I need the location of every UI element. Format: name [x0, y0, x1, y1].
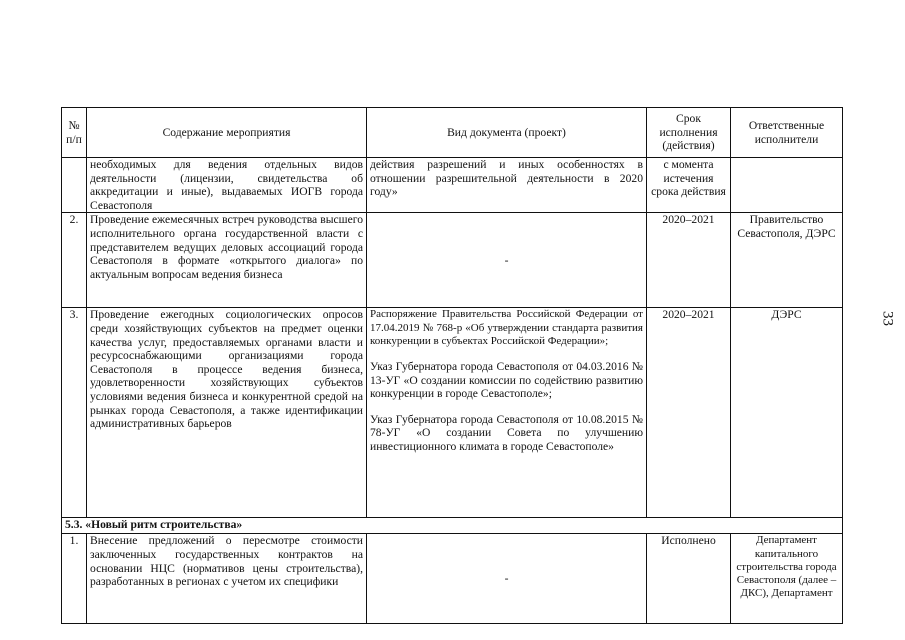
row-content: Проведение ежегодных социологических опросов среди хозяйствующих субъектов на предмет оценки качества услуг, предоставляемых органами власти и ресурсоснабжающими организациями города Севастополя в процессе ведения бизнеса, удовлетворенности хозяйствующих субъектов условиями ведения бизнеса и конкурентной средой на рынках города Севастополя, а также идентификации административных барьеров	[87, 308, 367, 518]
row-doc: -	[367, 213, 647, 308]
row-responsible	[731, 158, 843, 213]
page-number: 33	[879, 311, 896, 326]
row-deadline: с момента истечения срока действия	[647, 158, 731, 213]
row-num: 1.	[62, 534, 87, 624]
table-header-row	[62, 108, 843, 158]
doc-paragraph: Указ Губернатора города Севастополя от 10.08.2015 № 78-УГ «О создании Совета по улучшению инвестиционного климата в городе Севастополе»	[370, 412, 643, 453]
doc-paragraph: Указ Губернатора города Севастополя от 04.03.2016 № 13-УГ «О создании комиссии по содействию развитию конкуренции в городе Севастополе»;	[370, 359, 643, 401]
measures-table	[61, 107, 843, 624]
header-deadline: Срок исполнения (действия)	[647, 108, 731, 158]
header-doc-type: Вид документа (проект)	[367, 108, 647, 158]
row-doc	[367, 308, 647, 518]
row-num	[62, 158, 87, 213]
table-row	[62, 158, 843, 213]
row-deadline: Исполнено	[647, 534, 731, 624]
table-row	[62, 213, 843, 308]
row-doc: -	[367, 534, 647, 624]
row-num: 2.	[62, 213, 87, 308]
row-content: Проведение ежемесячных встреч руководства высшего исполнительного органа государственной власти с представителем ведущих деловых ассоциаций города Севастополя в формате «открытого диалога» по актуальным вопросам ведения бизнеса	[87, 213, 367, 308]
doc-paragraph: Распоряжение Правительства Российской Федерации от 17.04.2019 № 768-р «Об утверждении стандарта развития конкуренции в субъектах Российской Федерации»;	[370, 308, 643, 347]
table-row	[62, 534, 843, 624]
row-responsible: Правительство Севастополя, ДЭРС	[731, 213, 843, 308]
table-row	[62, 308, 843, 518]
header-content: Содержание мероприятия	[87, 108, 367, 158]
row-num: 3.	[62, 308, 87, 518]
row-responsible: ДЭРС	[731, 308, 843, 518]
row-content: необходимых для ведения отдельных видов деятельности (лицензии, свидетельства об аккредитации и иные), выдаваемых ИОГВ города Севастополя	[87, 158, 367, 213]
header-num: № п/п	[62, 108, 87, 158]
row-deadline: 2020–2021	[647, 213, 731, 308]
header-responsible: Ответственные исполнители	[731, 108, 843, 158]
section-row	[62, 518, 843, 534]
row-deadline: 2020–2021	[647, 308, 731, 518]
row-doc: действия разрешений и иных особенностях в отношении разрешительной деятельности в 2020 году»	[367, 158, 647, 213]
row-content: Внесение предложений о пересмотре стоимости заключенных государственных контрактов на основании НЦС (нормативов цены строительства), разработанных в регионах с учетом их специфики	[87, 534, 367, 624]
row-responsible: Департамент капитального строительства города Севастополя (далее – ДКС), Департамент	[731, 534, 843, 624]
section-title: 5.3. «Новый ритм строительства»	[62, 518, 843, 534]
